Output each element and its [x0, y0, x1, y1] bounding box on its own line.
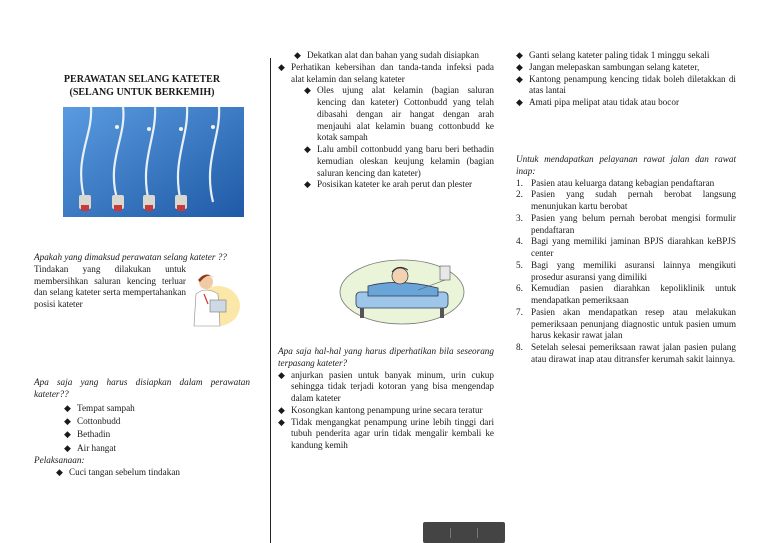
precautions-list	[278, 370, 494, 452]
list-item: 8. Setelah selesai pemeriksaan rawat jalan pasien pulang atau dirawat inap atau ditransfer kerumah sakit lainnya.	[516, 342, 736, 365]
toolbar-separator	[450, 528, 451, 538]
list-item: 2. Pasien yang sudah pernah berobat langsung menunjukan kartu berobat	[516, 189, 736, 212]
list-item: ◆ Air hangat	[64, 442, 250, 455]
list-item: 1. Pasien atau keluarga datang kebagian pendaftaran	[516, 177, 715, 188]
question-definition: Apakah yang dimaksud perawatan selang kateter ??	[34, 252, 227, 262]
list-item: ◆ Amati pipa melipat atau tidak atau bocor	[516, 97, 736, 109]
list-item: ◆ Kantong penampung kencing tidak boleh diletakkan di atas lantai	[516, 74, 736, 98]
nurse-illustration	[188, 270, 240, 328]
list-item: ◆ Bethadin	[64, 428, 250, 441]
list-item: ◆ Cottonbudd	[64, 415, 250, 428]
list-item: ◆ Ganti selang kateter paling tidak 1 minggu sekali	[516, 50, 736, 62]
question-preparation: Apa saja yang harus disiapkan dalam perawatan kateter??	[34, 377, 250, 399]
title-line-1: PERAWATAN SELANG KATETER	[63, 74, 221, 85]
preparation-list	[64, 402, 250, 455]
list-item: ◆ Oles ujung alat kelamin (bagian saluran kencing dan kateter) Cottonbudd yang telah dibasahi dengan air hangat dengan arah menjauhi alat kelamin buang cottonbudd ke kotak sampah	[304, 85, 494, 144]
cleaning-steps	[304, 85, 494, 191]
list-item: 3. Pasien yang belum pernah berobat mengisi formulir pendaftaran	[516, 212, 736, 235]
list-item: ◆ Jangan melepaskan sambungan selang kateter,	[516, 62, 736, 74]
page-navigation-toolbar[interactable]	[423, 522, 505, 543]
toolbar-separator	[477, 528, 478, 538]
patient-in-bed-illustration	[338, 256, 466, 326]
procedure-list	[56, 467, 250, 479]
maintenance-list	[516, 50, 736, 109]
list-item: 7. Pasien akan mendapatkan resep atau melakukan pemeriksaan penunjang diagnostic untuk pasien umum harus kekasir rawat jalan	[516, 306, 736, 341]
list-item: ◆ Cuci tangan sebelum tindakan	[56, 467, 250, 479]
list-item: ◆ Perhatikan kebersihan dan tanda-tanda infeksi pada alat kelamin dan selang kateter	[278, 62, 494, 86]
list-item: 4. Bagi yang memiliki jaminan BPJS diarahkan keBPJS center	[516, 236, 736, 259]
list-item: ◆ Tidak mengangkat penampung urine lebih tinggi dari tubuh penderita agar urin tidak mengalir kembali ke kandung kemih	[278, 417, 494, 452]
list-item: ◆ Dekatkan alat dan bahan yang sudah disiapkan	[294, 50, 494, 62]
list-item: ◆ Posisikan kateter ke arah perut dan plester	[304, 179, 494, 191]
services-steps	[516, 178, 736, 366]
list-item: ◆ Lalu ambil cottonbudd yang baru beri bethadin kemudian oleskan keujung kelamin (bagian saluran kencing dan kateter)	[304, 144, 494, 179]
list-item: ◆ Kosongkan kantong penampung urine secara teratur	[278, 405, 494, 417]
list-item: 6. Kemudian pasien diarahkan kepoliklinik untuk mendapatkan pemeriksaan	[516, 283, 736, 306]
top-list	[294, 50, 494, 62]
title-line-2: (SELANG UNTUK BERKEMIH)	[69, 87, 215, 98]
list-item: ◆ Tempat sampah	[64, 402, 250, 415]
hygiene-list	[278, 62, 494, 86]
pelaksanaan-label: Pelaksanaan:	[34, 454, 85, 465]
list-item: ◆ anjurkan pasien untuk banyak minum, urin cukup sehingga tidak terjadi kotoran yang bisa mengendap dalam kateter	[278, 370, 494, 405]
services-heading: Untuk mendapatkan pelayanan rawat jalan dan rawat inap:	[516, 154, 736, 176]
question-precautions: Apa saja hal-hal yang harus diperhatikan bila seseorang terpasang kateter?	[278, 346, 494, 368]
answer-definition: Tindakan yang dilakukan untuk membersihkan saluran kencing terluar dan selang kateter serta mempertahankan posisi kateter	[34, 263, 186, 310]
column-divider	[270, 58, 271, 543]
page-title	[34, 73, 250, 99]
list-item: 5. Bagi yang memiliki asuransi lainnya mengikuti prosedur asuransi yang dimiliki	[516, 259, 736, 282]
catheter-photo	[63, 107, 244, 217]
